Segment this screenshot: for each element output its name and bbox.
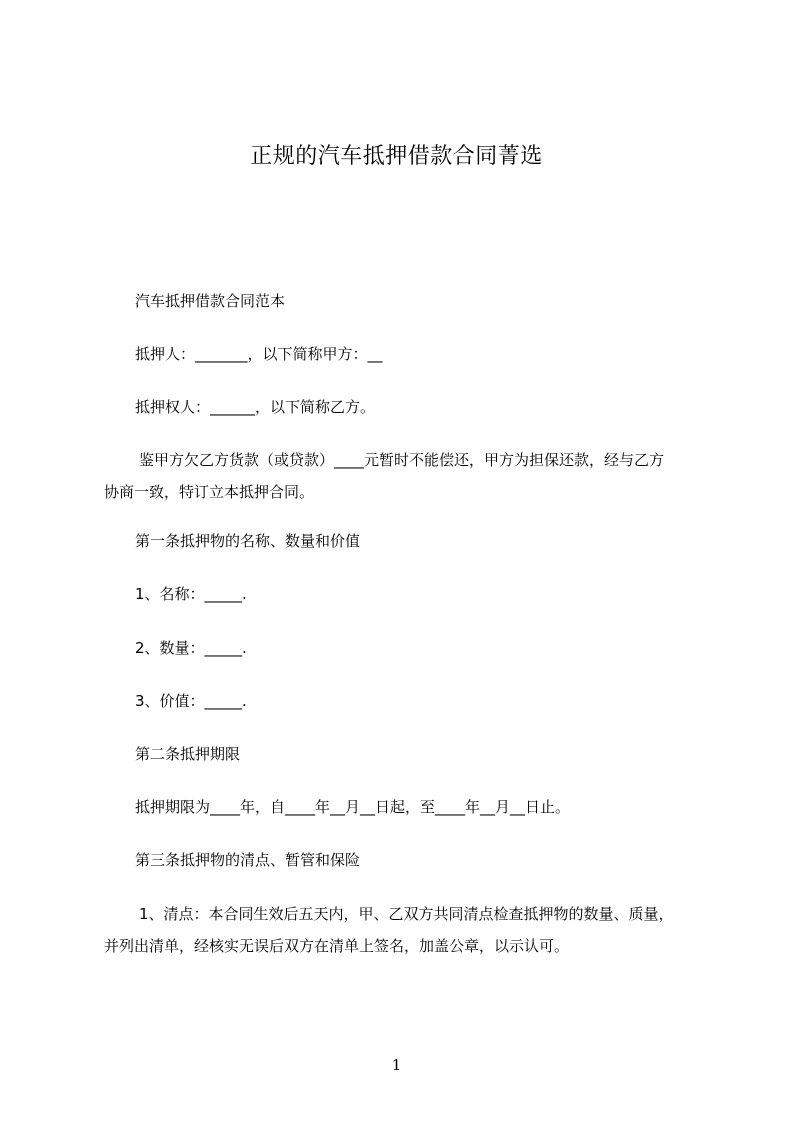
paragraph-line: 2、数量：_____. <box>135 639 247 657</box>
article-2-heading <box>104 738 704 770</box>
item-quantity <box>104 632 704 664</box>
paragraph-line: 鉴甲方欠乙方货款（或贷款）____元暂时不能偿还，甲方为担保还款，经与乙方 <box>139 451 665 469</box>
item-value <box>104 685 704 717</box>
paragraph-preamble <box>104 444 704 508</box>
document-title: 正规的汽车抵押借款合同菁选 <box>250 144 543 169</box>
paragraph-line: 协商一致，特订立本抵押合同。 <box>104 483 315 501</box>
mortgage-term <box>104 791 704 823</box>
paragraph-line: 1、名称：_____. <box>135 585 247 603</box>
paragraph-mortgagor <box>104 338 704 370</box>
paragraph-line: 抵押期限为____年，自____年__月__日起，至____年__月__日止。 <box>135 798 571 816</box>
paragraph-line: 抵押权人：______，以下简称乙方。 <box>135 398 376 416</box>
page-number: 1 <box>391 1056 402 1074</box>
paragraph-line: 第三条抵押物的清点、暂管和保险 <box>135 851 361 869</box>
paragraph-line: 第二条抵押期限 <box>135 745 241 763</box>
article-1-heading <box>104 525 704 557</box>
paragraph-line: 并列出清单，经核实无误后双方在清单上签名，加盖公章，以示认可。 <box>104 937 570 955</box>
paragraph-line: 1、清点：本合同生效后五天内，甲、乙双方共同清点检查抵押物的数量、质量， <box>139 905 674 923</box>
paragraph-heading <box>104 285 704 317</box>
paragraph-line: 汽车抵押借款合同范本 <box>135 292 286 310</box>
inventory-clause <box>104 898 704 962</box>
paragraph-mortgagee <box>104 391 704 423</box>
paragraph-line: 3、价值：_____. <box>135 692 247 710</box>
item-name <box>104 578 704 610</box>
paragraph-line: 抵押人：_______，以下简称甲方：__ <box>135 345 383 363</box>
paragraph-line: 第一条抵押物的名称、数量和价值 <box>135 532 361 550</box>
article-3-heading <box>104 844 704 876</box>
